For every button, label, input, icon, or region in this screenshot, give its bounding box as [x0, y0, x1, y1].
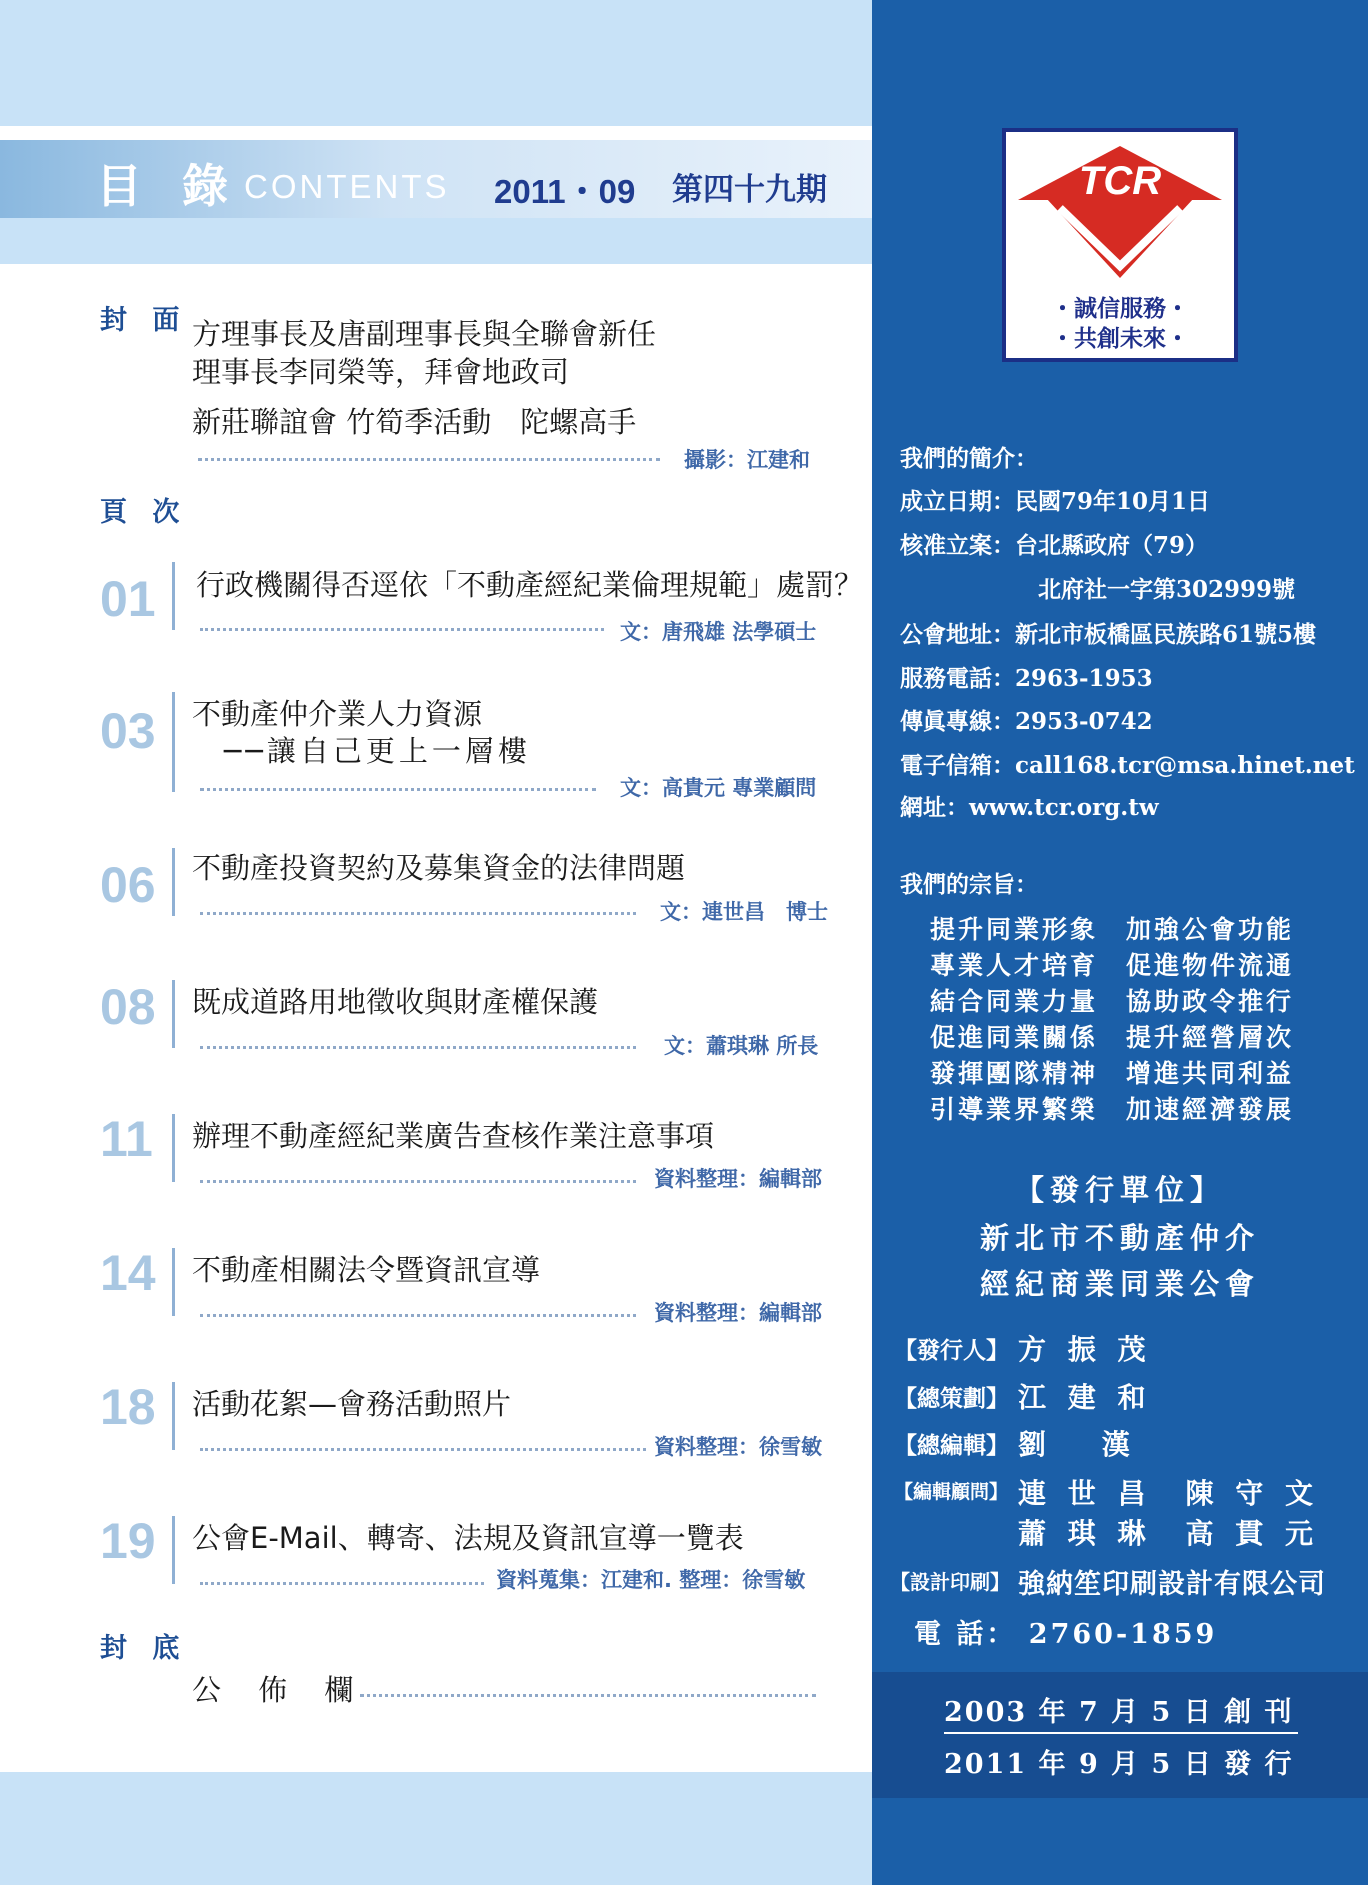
page-number-19: 19 — [100, 1513, 156, 1569]
entry-credit-03: 文：高貴元 專業顧問 — [620, 776, 817, 800]
dot-leader — [200, 1448, 646, 1451]
page-number-18: 18 — [100, 1379, 156, 1435]
mission-line-4: 促進同業關係 提升經營層次 — [930, 1023, 1295, 1052]
cover-label: 封 面 — [100, 305, 188, 336]
page-number-11: 11 — [100, 1111, 153, 1167]
page-number-08: 08 — [100, 979, 156, 1035]
entry-divider — [172, 1516, 175, 1584]
date-divider — [944, 1732, 1298, 1734]
publisher-name-line-1: 新北市不動產仲介 — [979, 1221, 1260, 1255]
staff-name-planner: 江 建 和 — [1018, 1381, 1152, 1414]
website[interactable]: 網址：www.tcr.org.tw — [900, 794, 1159, 821]
about-heading: 我們的簡介： — [900, 445, 1038, 472]
printer-phone: 電 話： 2760-1859 — [914, 1619, 1218, 1650]
bottom-band — [0, 1772, 872, 1885]
staff-role-editor: 【總編輯】 — [894, 1432, 1009, 1459]
entry-title-06[interactable]: 不動產投資契約及募集資金的法律問題 — [192, 851, 686, 885]
entry-divider — [172, 1248, 175, 1316]
entry-title-19[interactable]: 公會E-Mail、轉寄、法規及資訊宣導一覽表 — [192, 1521, 744, 1555]
mission-heading: 我們的宗旨： — [900, 871, 1038, 898]
entry-divider — [172, 848, 175, 916]
mission-line-6: 引導業界繁榮 加速經濟發展 — [930, 1095, 1295, 1124]
cover-line-3: 新莊聯誼會 竹筍季活動 陀螺高手 — [192, 405, 637, 439]
entry-credit-11: 資料整理：編輯部 — [654, 1167, 822, 1191]
cover-dot-leader — [198, 458, 660, 461]
dot-leader — [200, 788, 596, 791]
staff-role-issuer: 【發行人】 — [894, 1337, 1009, 1364]
entry-title-14[interactable]: 不動產相關法令暨資訊宣導 — [192, 1253, 541, 1287]
staff-name-advisors-1: 連 世 昌 陳 守 文 — [1018, 1477, 1319, 1510]
entry-credit-19: 資料蒐集：江建和. 整理：徐雪敏 — [496, 1568, 806, 1592]
issue-number: 第四十九期 — [672, 172, 827, 208]
address: 公會地址：新北市板橋區民族路61號5樓 — [900, 621, 1317, 648]
top-band — [0, 0, 872, 126]
dot-leader — [200, 1046, 636, 1049]
publisher-heading: 【發行單位】 — [1014, 1173, 1225, 1207]
staff-role-planner: 【總策劃】 — [894, 1385, 1009, 1412]
dot-leader — [200, 1582, 484, 1585]
registration-number: 北府社一字第302999號 — [1038, 576, 1296, 603]
page-number-14: 14 — [100, 1245, 156, 1301]
entry-subtitle-03: ──讓自己更上一層樓 — [224, 734, 531, 768]
logo-slogan-line-1: ・誠信服務・ — [1051, 296, 1189, 322]
entry-title-18[interactable]: 活動花絮—會務活動照片 — [192, 1387, 512, 1421]
mission-line-3: 結合同業力量 協助政令推行 — [930, 987, 1295, 1016]
entry-divider — [172, 1114, 175, 1182]
svg-text:TCR: TCR — [1078, 159, 1162, 203]
mission-line-1: 提升同業形象 加強公會功能 — [930, 915, 1295, 944]
entry-divider — [172, 692, 175, 792]
issue-date: 2011・09 — [494, 173, 636, 210]
pages-label: 頁 次 — [100, 497, 188, 528]
mission-line-2: 專業人才培育 促進物件流通 — [930, 951, 1295, 980]
bulletin-board-item[interactable]: 公 佈 欄 — [192, 1673, 368, 1707]
cover-credit: 攝影：江建和 — [684, 448, 810, 472]
entry-title-03[interactable]: 不動產仲介業人力資源 — [192, 697, 483, 731]
dot-leader — [200, 628, 604, 631]
entry-credit-14: 資料整理：編輯部 — [654, 1301, 822, 1325]
entry-divider — [172, 1382, 175, 1450]
entry-divider — [172, 980, 175, 1048]
back-cover-label: 封 底 — [100, 1633, 188, 1664]
entry-credit-01: 文：唐飛雄 法學碩士 — [620, 620, 817, 644]
entry-credit-18: 資料整理：徐雪敏 — [654, 1435, 822, 1459]
contents-word: CONTENTS — [244, 168, 450, 205]
email[interactable]: 電子信箱：call168.tcr@msa.hinet.net — [900, 752, 1355, 779]
entry-title-01[interactable]: 行政機關得否逕依「不動產經紀業倫理規範」處罰？ — [196, 568, 864, 602]
entry-divider — [172, 562, 175, 630]
staff-name-advisors-2: 蕭 琪 琳 高 貫 元 — [1018, 1517, 1319, 1550]
header-under-band — [0, 218, 872, 264]
entry-credit-06: 文：連世昌 博士 — [660, 900, 828, 924]
page-number-06: 06 — [100, 857, 156, 913]
founding-issue-date: 2003 年 7 月 5 日 創 刊 — [944, 1697, 1294, 1728]
entry-credit-08: 文：蕭琪琳 所長 — [664, 1034, 819, 1058]
founding-date: 成立日期：民國79年10月1日 — [900, 488, 1211, 515]
publisher-name-line-2: 經紀商業同業公會 — [979, 1267, 1260, 1301]
page-number-03: 03 — [100, 703, 156, 759]
entry-title-08[interactable]: 既成道路用地徵收與財產權保護 — [192, 985, 599, 1019]
dot-leader — [200, 1314, 636, 1317]
page-title: 目 錄 — [96, 159, 241, 213]
entry-title-11[interactable]: 辦理不動產經紀業廣告查核作業注意事項 — [192, 1119, 715, 1153]
page-number-01: 01 — [100, 571, 156, 627]
logo-slogan-line-2: ・共創未來・ — [1051, 326, 1189, 352]
mission-line-5: 發揮團隊精神 增進共同利益 — [930, 1059, 1295, 1088]
cover-line-2: 理事長李同榮等，拜會地政司 — [192, 355, 570, 389]
dot-leader — [200, 1180, 636, 1183]
staff-role-printing: 【設計印刷】 — [890, 1570, 1010, 1594]
staff-name-printing: 強納笙印刷設計有限公司 — [1018, 1569, 1326, 1600]
staff-role-advisors: 【編輯顧問】 — [894, 1481, 1009, 1503]
staff-name-issuer: 方 振 茂 — [1018, 1333, 1152, 1366]
phone: 服務電話：2963-1953 — [900, 665, 1153, 692]
tcr-logo-mark — [1012, 142, 1228, 282]
cover-line-1: 方理事長及唐副理事長與全聯會新任 — [192, 317, 657, 351]
staff-name-editor: 劉 漢 — [1018, 1428, 1136, 1461]
dot-leader — [360, 1694, 816, 1697]
dot-leader — [200, 912, 636, 915]
registration: 核准立案：台北縣政府（79） — [900, 532, 1209, 559]
publication-date: 2011 年 9 月 5 日 發 行 — [944, 1749, 1294, 1780]
fax: 傳眞專線：2953-0742 — [900, 708, 1153, 735]
